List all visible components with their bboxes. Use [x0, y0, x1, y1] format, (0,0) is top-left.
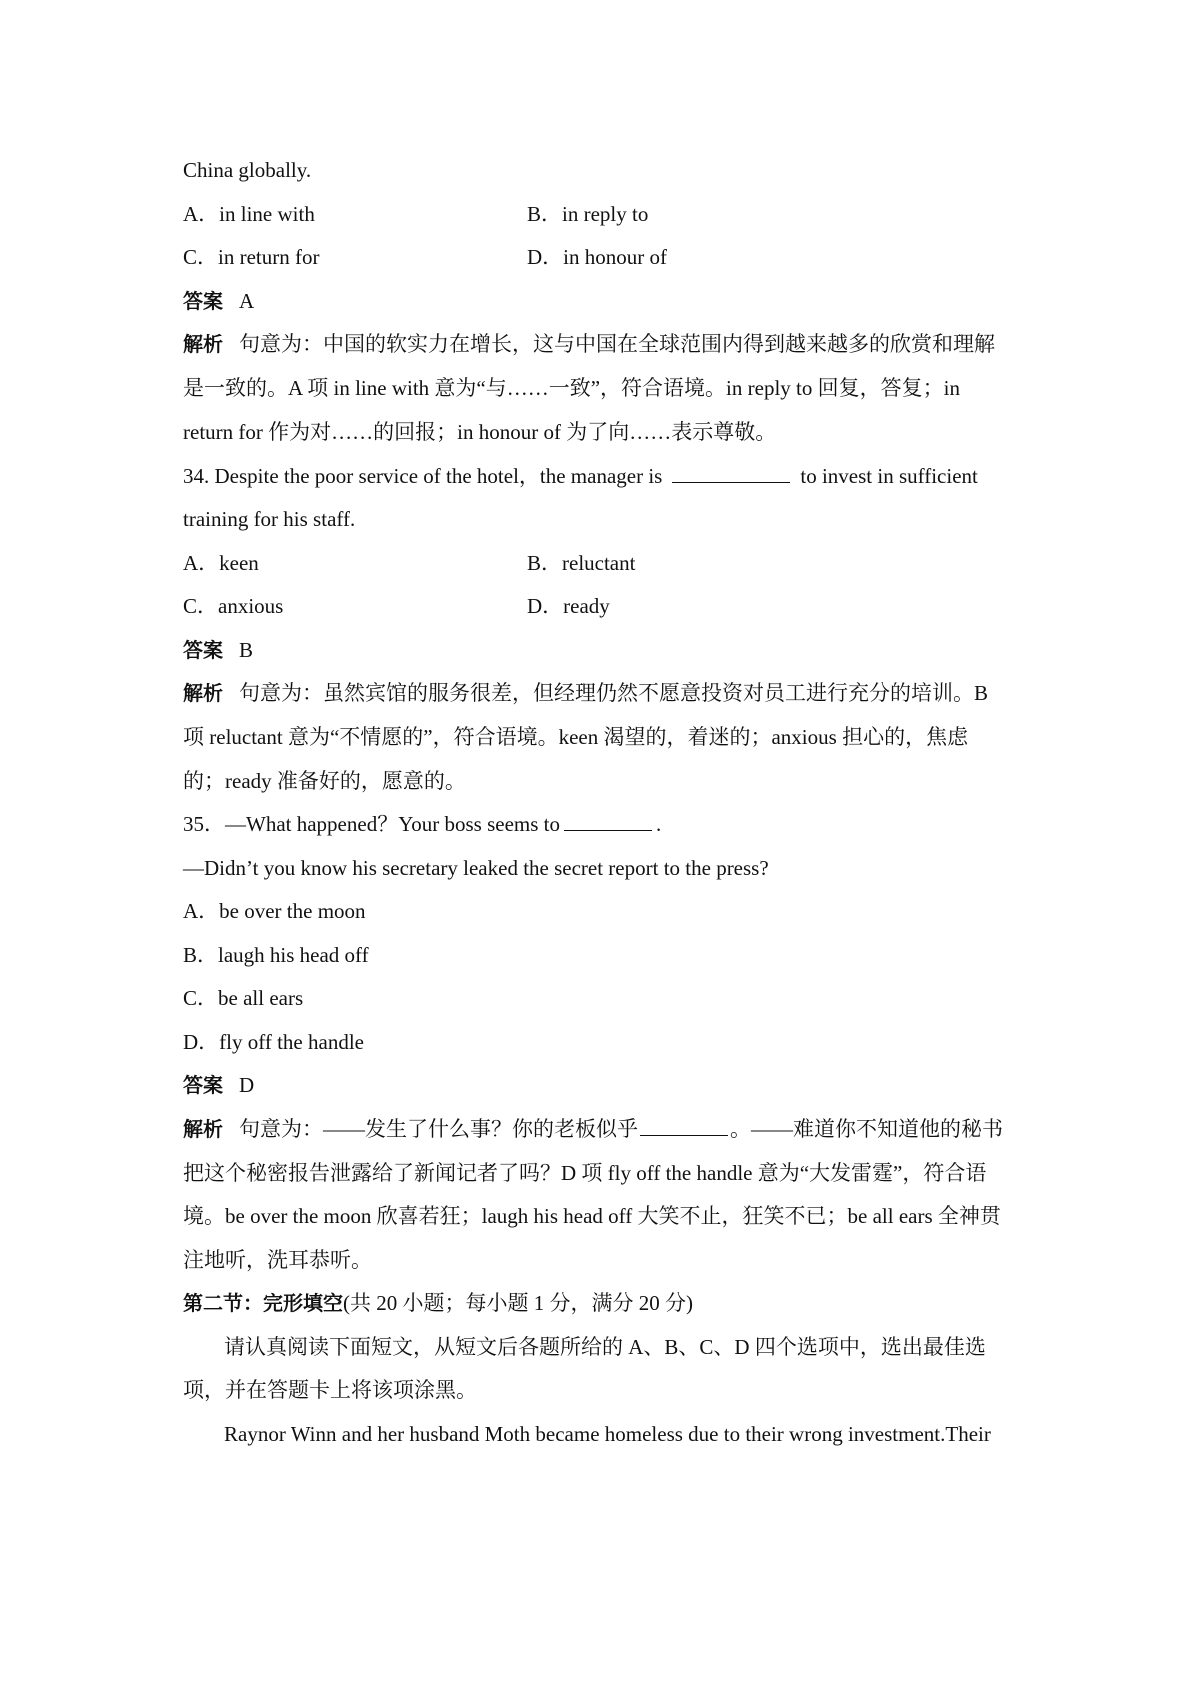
- q35-stem-before: 35．—What happened？Your boss seems to: [183, 812, 560, 836]
- analysis-text: 句意为：中国的软实力在增长，这与中国在全球范围内得到越来越多的欣赏和理解: [239, 332, 995, 356]
- q33-option-c: C．in return for: [183, 245, 320, 269]
- section-heading-detail: (共 20 小题；每小题 1 分，满分 20 分): [343, 1291, 693, 1315]
- q35-answer: [183, 1071, 254, 1099]
- q34-analysis-line-2: 项 reluctant 意为“不情愿的”，符合语境。keen 渴望的，着迷的；anxious 担心的，焦虑: [183, 725, 969, 749]
- instruction-line-1: 请认真阅读下面短文，从短文后各题所给的 A、B、C、D 四个选项中，选出最佳选: [224, 1335, 986, 1359]
- instruction-line-2: 项，并在答题卡上将该项涂黑。: [183, 1378, 477, 1402]
- q33-answer: [183, 287, 254, 315]
- answer-label: 答案: [183, 289, 223, 313]
- q34-stem-after: to invest in sufficient: [800, 464, 978, 488]
- q35-analysis-line-3: 境。be over the moon 欣喜若狂；laugh his head off 大笑不止，狂笑不已；be all ears 全神贯: [183, 1204, 1001, 1228]
- q34-option-b: B．reluctant: [527, 551, 636, 575]
- q34-analysis-line-1: [183, 679, 988, 707]
- q35-analysis-line-1: [183, 1115, 1003, 1143]
- answer-value: D: [239, 1073, 255, 1097]
- section-heading-title: 第二节：完形填空: [183, 1291, 343, 1315]
- q34-stem-line-1: [183, 462, 978, 490]
- q35-option-b: B．laugh his head off: [183, 943, 369, 967]
- q35-option-c: C．be all ears: [183, 986, 304, 1010]
- q34-stem-line-2: training for his staff.: [183, 507, 356, 531]
- q35-option-d: D．fly off the handle: [183, 1030, 364, 1054]
- q34-stem-before: 34. Despite the poor service of the hotel，the manager is: [183, 464, 663, 488]
- answer-value: A: [239, 289, 255, 313]
- answer-blank: [672, 462, 790, 483]
- analysis-text-before: 句意为：——发生了什么事？你的老板似乎: [239, 1117, 638, 1141]
- q35-stem-line-2: —Didn’t you know his secretary leaked the secret report to the press?: [183, 856, 769, 880]
- q33-stem-tail: China globally.: [183, 158, 312, 182]
- q34-analysis-line-3: 的；ready 准备好的，愿意的。: [183, 769, 466, 793]
- q35-analysis-line-2: 把这个秘密报告泄露给了新闻记者了吗？D 项 fly off the handle 意为“大发雷霆”，符合语: [183, 1161, 987, 1185]
- q33-option-d: D．in honour of: [527, 245, 667, 269]
- analysis-label: 解析: [183, 1117, 223, 1141]
- analysis-label: 解析: [183, 681, 223, 705]
- q33-analysis-line-3: return for 作为对……的回报；in honour of 为了向……表示尊敬。: [183, 420, 777, 444]
- answer-value: B: [239, 638, 254, 662]
- q35-analysis-line-4: 注地听，洗耳恭听。: [183, 1248, 372, 1272]
- analysis-label: 解析: [183, 332, 223, 356]
- analysis-text: 句意为：虽然宾馆的服务很差，但经理仍然不愿意投资对员工进行充分的培训。B: [239, 681, 989, 705]
- q35-stem-after: .: [656, 812, 662, 836]
- q33-option-a: A．in line with: [183, 202, 315, 226]
- answer-blank: [640, 1115, 728, 1136]
- answer-blank: [564, 810, 652, 831]
- q33-analysis-line-2: 是一致的。A 项 in line with 意为“与……一致”，符合语境。in reply to 回复，答复；in: [183, 376, 960, 400]
- q35-stem-line-1: [183, 810, 661, 838]
- q33-analysis-line-1: [183, 330, 995, 358]
- q34-option-d: D．ready: [527, 594, 610, 618]
- analysis-text-after: 。——难道你不知道他的秘书: [730, 1117, 1003, 1141]
- q35-option-a: A．be over the moon: [183, 899, 366, 923]
- q33-option-b: B．in reply to: [527, 202, 649, 226]
- section-heading: [183, 1289, 693, 1317]
- answer-label: 答案: [183, 638, 223, 662]
- q34-answer: [183, 636, 253, 664]
- answer-label: 答案: [183, 1073, 223, 1097]
- passage-line-1: Raynor Winn and her husband Moth became homeless due to their wrong investment.Their: [224, 1422, 991, 1446]
- q34-option-c: C．anxious: [183, 594, 284, 618]
- q34-option-a: A．keen: [183, 551, 259, 575]
